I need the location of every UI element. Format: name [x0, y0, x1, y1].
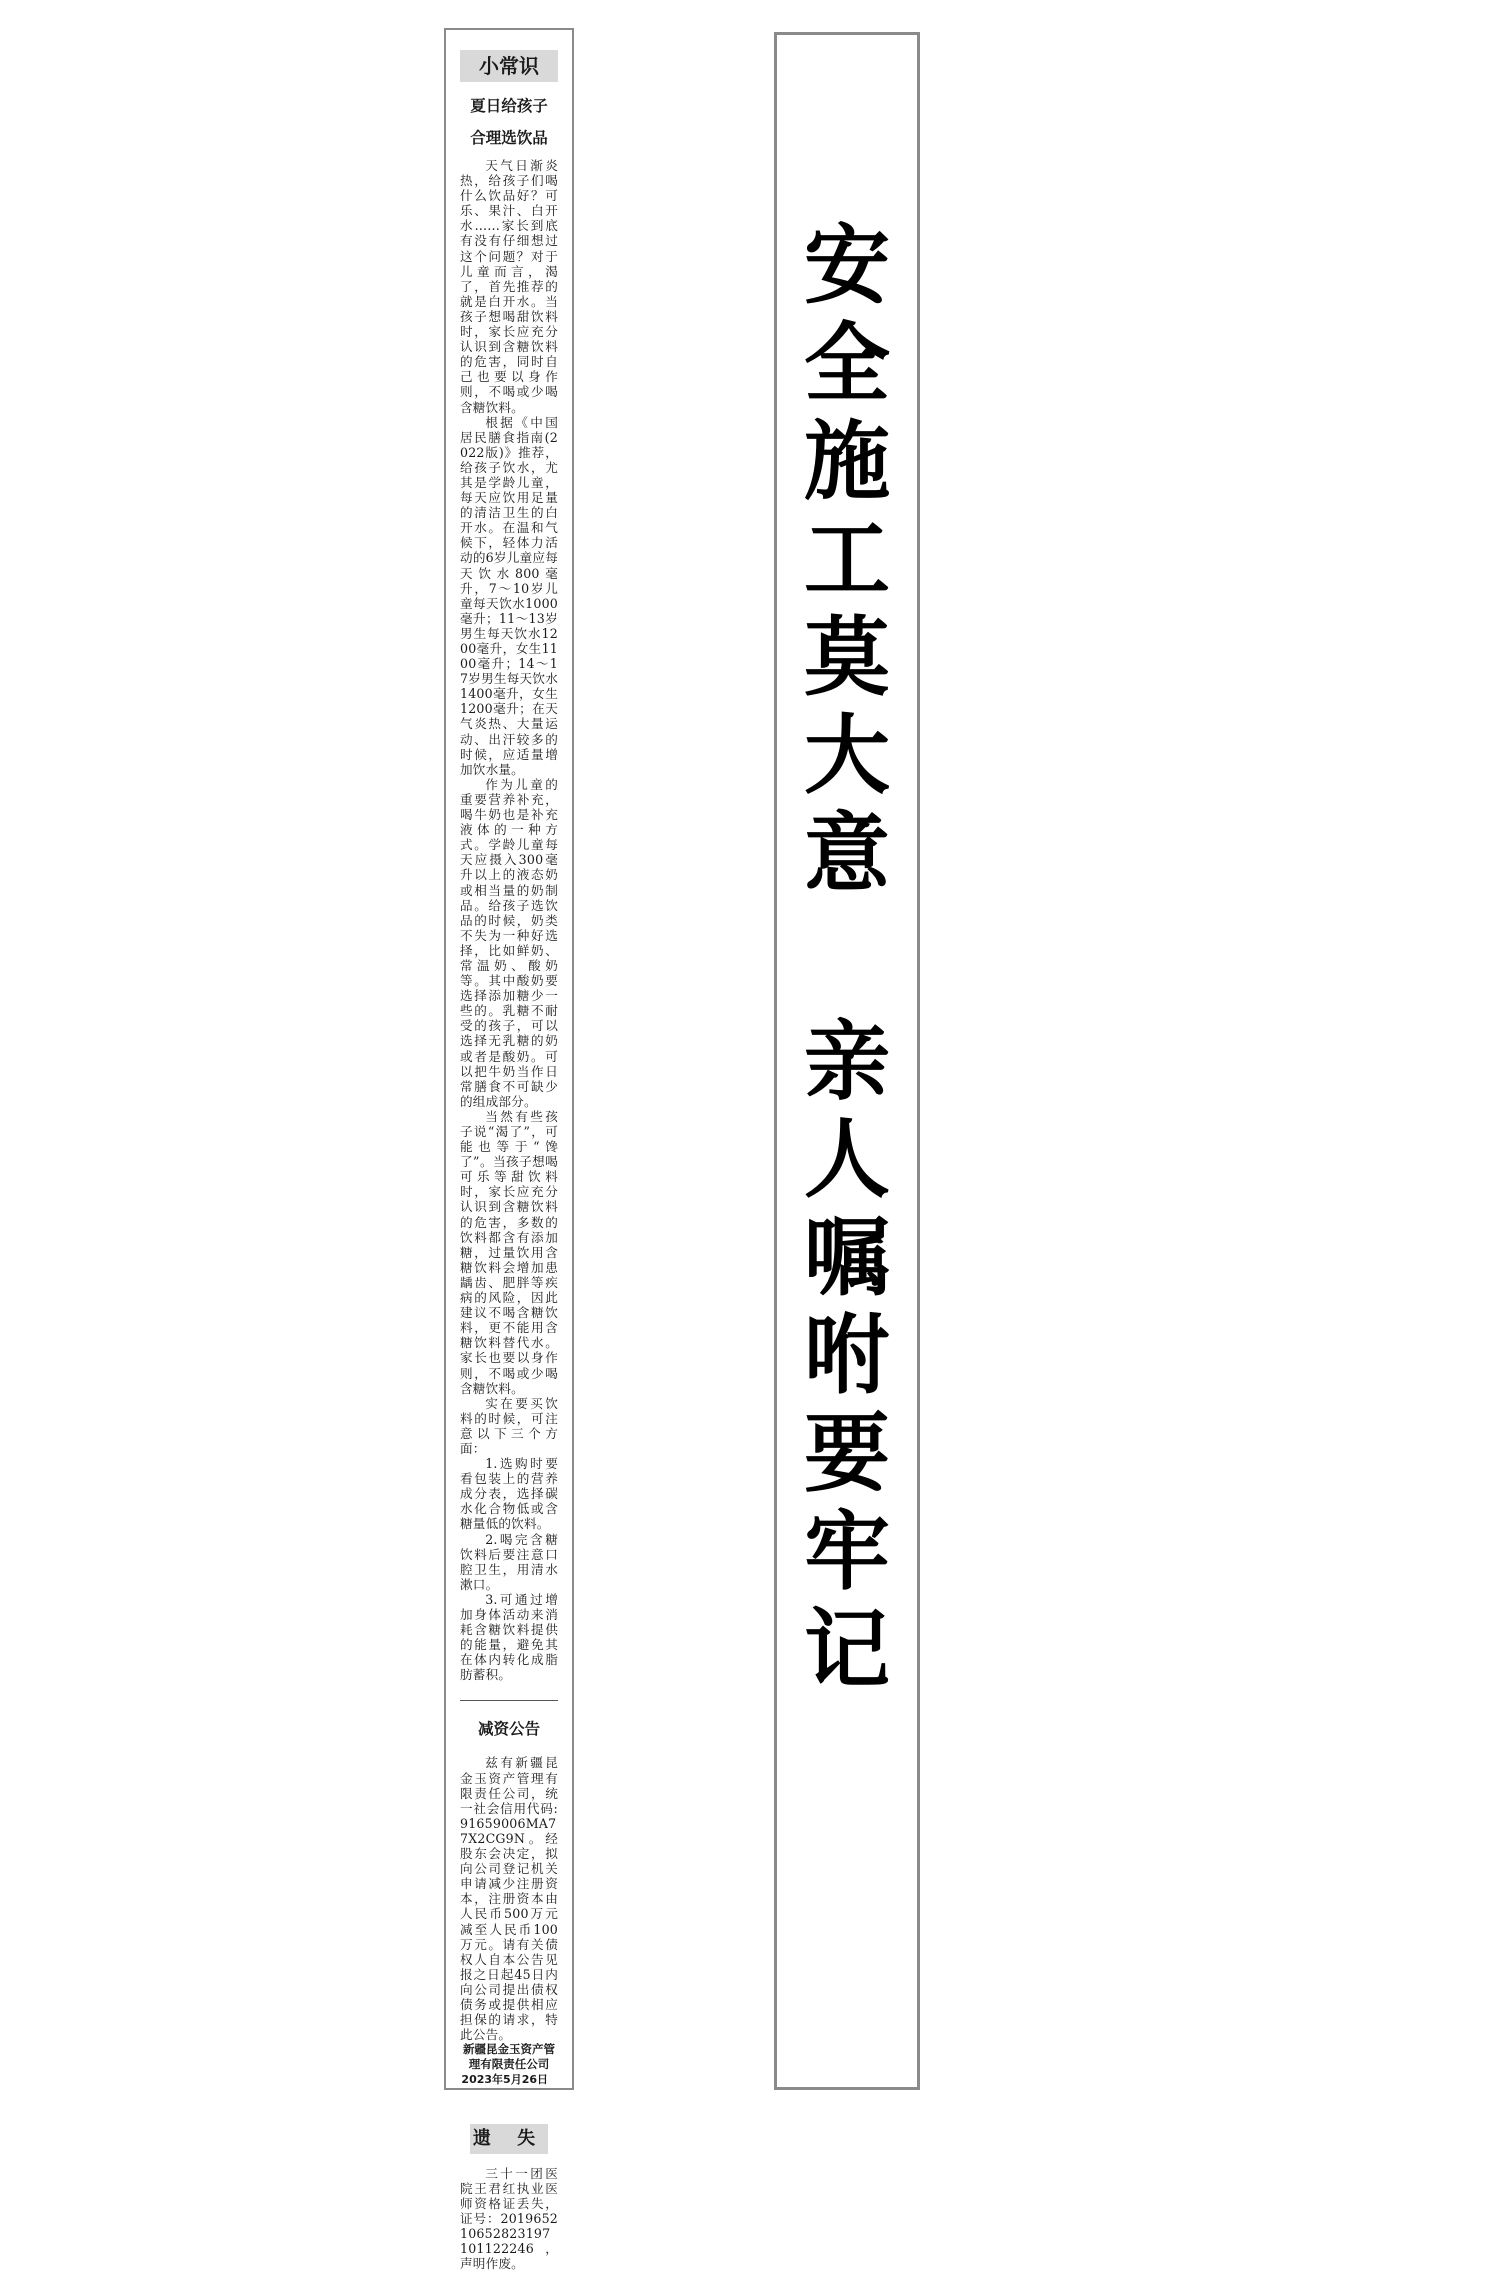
lost-notice-paragraph: 三十一团医院王君红执业医师资格证丢失，证号：201965210652823197101122246，声明作废。: [460, 2165, 558, 2271]
article-paragraph: 3.可通过增加身体活动来消耗含糖饮料提供的能量，避免其在体内转化成脂肪蓄积。: [460, 1591, 558, 1683]
article-paragraph: 实在要买饮料的时候，可注意以下三个方面：: [460, 1395, 558, 1456]
safety-banner: [774, 32, 920, 2090]
lost-notice-body: [460, 2166, 558, 2271]
article-paragraph: 作为儿童的重要营养补充，喝牛奶也是补充液体的一种方式。学龄儿童每天应摄入300毫升以上的液态奶或相当量的奶制品。给孩子选饮品的时候，奶类不失为一种好选择，比如鲜奶、常温奶、酸奶等。其中酸奶要选择添加糖少一些的。乳糖不耐受的孩子，可以选择无乳糖的奶或者是酸奶。可以把牛奶当作日常膳食不可缺少的组成部分。: [460, 776, 558, 1109]
section-divider: [460, 1700, 558, 1701]
banner-slogan-line-1: 安全施工莫大意: [804, 216, 890, 904]
safety-banner-text: [777, 217, 917, 1699]
section-label: 小常识: [460, 50, 558, 82]
news-column-inner: [460, 30, 558, 2271]
article-paragraph: 根据《中国居民膳食指南(2022版)》推荐，给孩子饮水，尤其是学龄儿童，每天应饮用足量的清洁卫生的白开水。在温和气候下，轻体力活动的6岁儿童应每天饮水800毫升，7～10岁儿童每天饮水1000毫升；11～13岁男生每天饮水1200毫升，女生1100毫升；14～17岁男生每天饮水1400毫升，女生1200毫升；在天气炎热、大量运动、出汗较多的时候，应适量增加饮水量。: [460, 414, 558, 777]
notice-title: 减资公告: [477, 1719, 540, 1739]
article-paragraph: 2.喝完含糖饮料后要注意口腔卫生，用清水漱口。: [460, 1531, 558, 1592]
article-title-line-1: 夏日给孩子: [470, 96, 548, 115]
news-column: [444, 28, 574, 2271]
article-paragraph: 天气日渐炎热，给孩子们喝什么饮品好？可乐、果汁、白开水……家长到底有没有仔细想过这个问题？对于儿童而言，渴了，首先推荐的就是白开水。当孩子想喝甜饮料时，家长应充分认识到含糖饮料的危害，同时自己也要以身作则，不喝或少喝含糖饮料。: [460, 158, 558, 415]
lost-notice-label: 遗 失: [470, 2124, 548, 2154]
notice-date: 2023年5月26日: [461, 2073, 548, 2087]
article-title: [460, 90, 558, 154]
notice-signature: 新疆昆金玉资产管理有限责任公司: [463, 2042, 555, 2072]
banner-slogan-line-2: 亲人嘱咐要牢记: [804, 1012, 890, 1700]
article-body: [460, 158, 558, 1682]
article-title-line-2: 合理选饮品: [470, 128, 548, 147]
article-paragraph: 当然有些孩子说“渴了”，可能也等于“馋了”。当孩子想喝可乐等甜饮料时，家长应充分认识到含糖饮料的危害，多数的饮料都含有添加糖，过量饮用含糖饮料会增加患龋齿、肥胖等疾病的风险，因此建议不喝含糖饮料，更不能用含糖饮料替代水。家长也要以身作则，不喝或少喝含糖饮料。: [460, 1108, 558, 1396]
notice-body: [460, 1755, 558, 2042]
notice-paragraph: 兹有新疆昆金玉资产管理有限责任公司，统一社会信用代码:91659006MA77X2CG9N。经股东会决定，拟向公司登记机关申请减少注册资本，注册资本由人民币500万元减至人民币100万元。请有关债权人自本公告见报之日起45日内向公司提出债权债务或提供相应担保的请求，特此公告。: [460, 1755, 558, 2043]
article-paragraph: 1.选购时要看包装上的营养成分表，选择碳水化合物低或含糖量低的饮料。: [460, 1456, 558, 1532]
